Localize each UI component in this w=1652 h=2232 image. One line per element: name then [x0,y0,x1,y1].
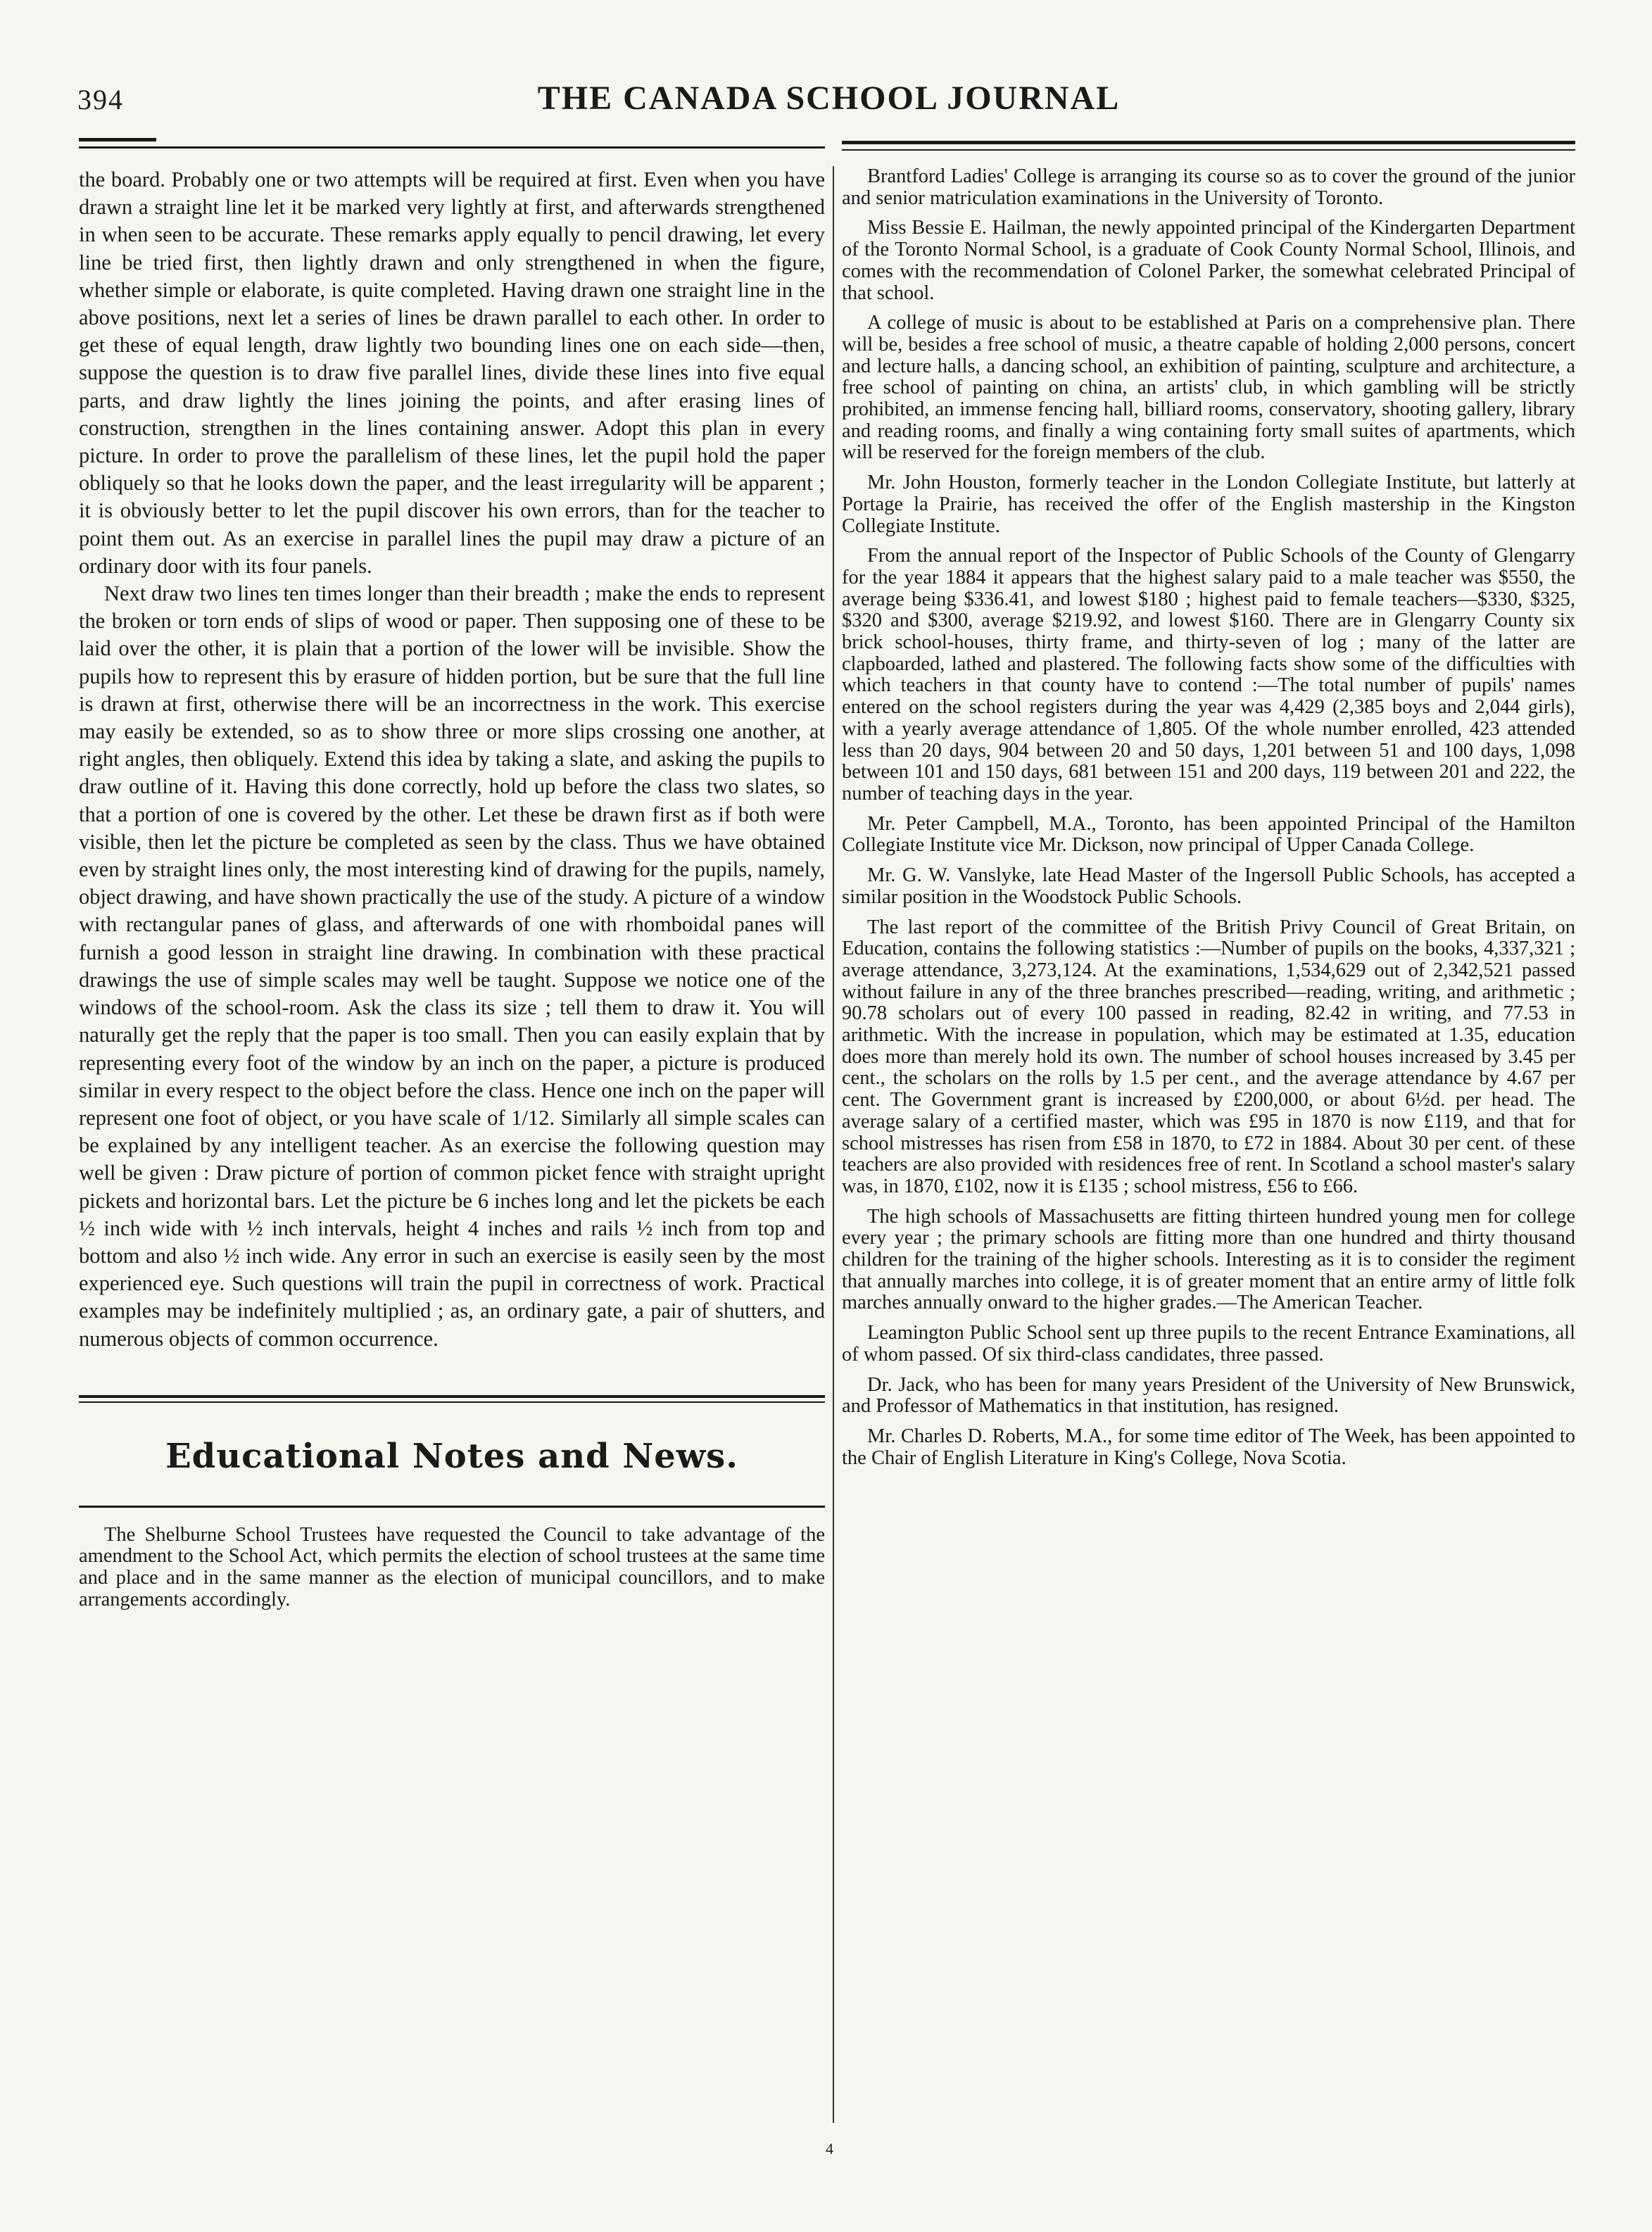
page-number: 394 [77,84,124,115]
news-item: Mr. Charles D. Roberts, M.A., for some time editor of The Week, has been appointed to the Chair of English Literature in King's College, Nova Scotia. [842,1425,1575,1469]
header-rule-right-thick [842,141,1575,144]
news-item: The high schools of Massachusetts are fitting thirteen hundred young men for college every year ; the primary schools are fitting more than one hundred and thirty thousand children for the training of the higher schools. Interesting as it is to consider the regiment that annually marches into college, it is of greater moment that an entire army of little folk marches annually onward to the higher grades.—The American Teacher. [842,1205,1575,1314]
news-item: Mr. John Houston, formerly teacher in the London Collegiate Institute, but latterly at Portage la Prairie, has received the offer of the English mastership in the Kingston Collegiate Institute. [842,472,1575,537]
news-item: Miss Bessie E. Hailman, the newly appointed principal of the Kindergarten Department of the Toronto Normal School, is a graduate of Cook County Normal School, Illinois, and comes with the recommendation of Colonel Parker, the somewhat celebrated Principal of that school. [842,217,1575,304]
section-rule [79,1395,825,1403]
news-item: Brantford Ladies' College is arranging its course so as to cover the ground of the junior and senior matriculation examinations in the University of Toronto. [842,165,1575,209]
left-column [79,166,825,1611]
section-heading: Educational Notes and News. [165,1436,738,1476]
news-item: A college of music is about to be established at Paris on a comprehensive plan. There will be, besides a free school of music, a theatre capable of holding 2,000 persons, concert and lecture halls, a dancing school, an exhibition of painting, sculpture and architecture, a free school of painting on china, an artists' club, in which gambling will be strictly prohibited, an immense fencing hall, billiard rooms, conservatory, shooting gallery, library and reading rooms, and finally a wing containing forty small suites of apartments, which will be reserved for the foreign members of the club. [842,312,1575,464]
body-paragraph: the board. Probably one or two attempts will be required at first. Even when you have drawn a straight line let it be marked very lightly at first, and afterwards strengthened in when seen to be accurate. These remarks apply equally to pencil drawing, let every line be tried first, then lightly drawn and only strengthened in when the figure, whether simple or elaborate, is quite completed. Having drawn one straight line in the above positions, next let a series of lines be drawn parallel to each other. In order to get these of equal length, draw lightly two bounding lines one on each side—then, suppose the question is to draw five parallel lines, divide these lines into five equal parts, and draw lightly the lines joining the points, and after erasing lines of construction, strengthen in the lines containing answer. Adopt this plan in every picture. In order to prove the parallelism of these lines, let the pupil hold the paper obliquely so that he looks down the paper, and the least irregularity will be apparent ; it is obviously better to let the pupil discover his own errors, than for the teacher to point them out. As an exercise in parallel lines the pupil may draw a picture of an ordinary door with its four panels. [79,168,825,578]
news-item: The last report of the committee of the British Privy Council of Great Britain, on Education, contains the following statistics :—Number of pupils on the books, 4,337,321 ; average attendance, 3,273,124. At the examinations, 1,534,629 out of 2,342,521 passed without failure in any of the three branches prescribed—reading, writing, and arithmetic ; 90.78 scholars out of every 100 passed in reading, 82.42 in writing, and 77.53 in arithmetic. With the increase in population, which may be estimated at 1.35, education does more than merely hold its own. The number of school houses increased by 3.45 per cent., the scholars on the rolls by 1.5 per cent., and the average attendance by 4.67 per cent. The Government grant is increased by £200,000, or about 6½d. per head. The average salary of a certified master, which was £95 in 1870 is now £119, and that for school mistresses has risen from £58 in 1870, to £72 in 1884. About 30 per cent. of these teachers are also provided with residences free of rent. In Scotland a school master's salary was, in 1870, £102, now it is £135 ; school mistress, £56 to £66. [842,916,1575,1197]
body-paragraph: Next draw two lines ten times longer than their breadth ; make the ends to represent the broken or torn ends of slips of wood or paper. Then supposing one of these to be laid over the other, it is plain that a portion of the lower will be invisible. Show the pupils how to represent this by erasure of hidden portion, but be sure that the full line is drawn at first, otherwise there will be an incorrectness in the work. This exercise may easily be extended, so as to show three or more slips crossing one another, at right angles, then obliquely. Extend this idea by taking a slate, and asking the pupils to draw outline of it. Having this done correctly, hold up before the class two slates, so that a portion of one is covered by the other. Let these be drawn first as if both were visible, then let the picture be completed as seen by the class. Thus we have obtained even by straight lines only, the most interesting kind of drawing for the pupils, namely, object drawing, and have shown practically the use of the study. A picture of a window with rectangular panes of glass, and afterwards of one with rhomboidal panes will furnish a good lesson in straight line drawing. In combination with these practical drawings the use of simple scales may well be taught. Suppose we notice one of the windows of the school-room. Ask the class its size ; tell them to draw it. You will naturally get the reply that the paper is too small. Then you can easily explain that by representing every foot of the window by an inch on the paper, a picture is produced similar in every respect to the object before the class. Hence one inch on the paper will represent one foot of object, or you have scale of 1/12. Similarly all simple scales can be explained by any intelligent teacher. As an exercise the following question may well be given : Draw picture of portion of common picket fence with straight upright pickets and horizontal bars. Let the picture be 6 inches long and let the pickets be each ½ inch wide with ½ inch intervals, height 4 inches and rails ½ inch from top and bottom and also ½ inch wide. Any error in such an exercise is easily seen by the most experienced eye. Such questions will train the pupil in correctness of work. Practical examples may be indefinitely multiplied ; as, an ordinary gate, a pair of shutters, and numerous objects of common occurrence. [79,581,825,1351]
column-divider [833,166,834,2123]
header-rule-right-thin [842,149,1575,151]
news-item: Dr. Jack, who has been for many years President of the University of New Brunswick, and Professor of Mathematics in that institution, has resigned. [842,1373,1575,1418]
section-rule-bottom [79,1506,825,1508]
page-header [77,80,1580,132]
news-paragraph: The Shelburne School Trustees have requested the Council to take advantage of the amendment to the School Act, which permits the election of school trustees at the same time and place and in the same manner as the election of municipal councillors, and to make arrangements accordingly. [79,1523,825,1610]
news-item: From the annual report of the Inspector of Public Schools of the County of Glengarry for the year 1884 it appears that the highest salary paid to a male teacher was $550, the average being $336.41, and lowest $180 ; highest paid to female teachers—$330, $325, $320 and $300, average $219.92, and lowest $160. There are in Glengarry County six brick school-houses, thirty frame, and thirty-seven of log ; many of the latter are clapboarded, lathed and plastered. The following facts show some of the difficulties with which teachers in that county have to contend :—The total number of pupils' names entered on the school registers during the year was 4,429 (2,385 boys and 2,044 girls), with a yearly average attendance of 1,805. Of the whole number enrolled, 423 attended less than 20 days, 904 between 20 and 50 days, 1,201 between 51 and 100 days, 1,098 between 101 and 150 days, 681 between 151 and 200 days, 119 between 201 and 222, the number of teaching days in the year. [842,545,1575,805]
news-item: Mr. G. W. Vanslyke, late Head Master of the Ingersoll Public Schools, has accepted a similar position in the Woodstock Public Schools. [842,864,1575,908]
footer-mark: 4 [826,2140,833,2157]
right-column [842,166,1575,1477]
news-item: Mr. Peter Campbell, M.A., Toronto, has been appointed Principal of the Hamilton Collegiate Institute vice Mr. Dickson, now principal of Upper Canada College. [842,812,1575,857]
news-item: Leamington Public School sent up three pupils to the recent Entrance Examinations, all of whom passed. Of six third-class candidates, three passed. [842,1322,1575,1366]
header-rule-left-thick [79,138,156,141]
journal-title: THE CANADA SCHOOL JOURNAL [537,80,1121,117]
header-rule-left-thin [79,146,825,149]
